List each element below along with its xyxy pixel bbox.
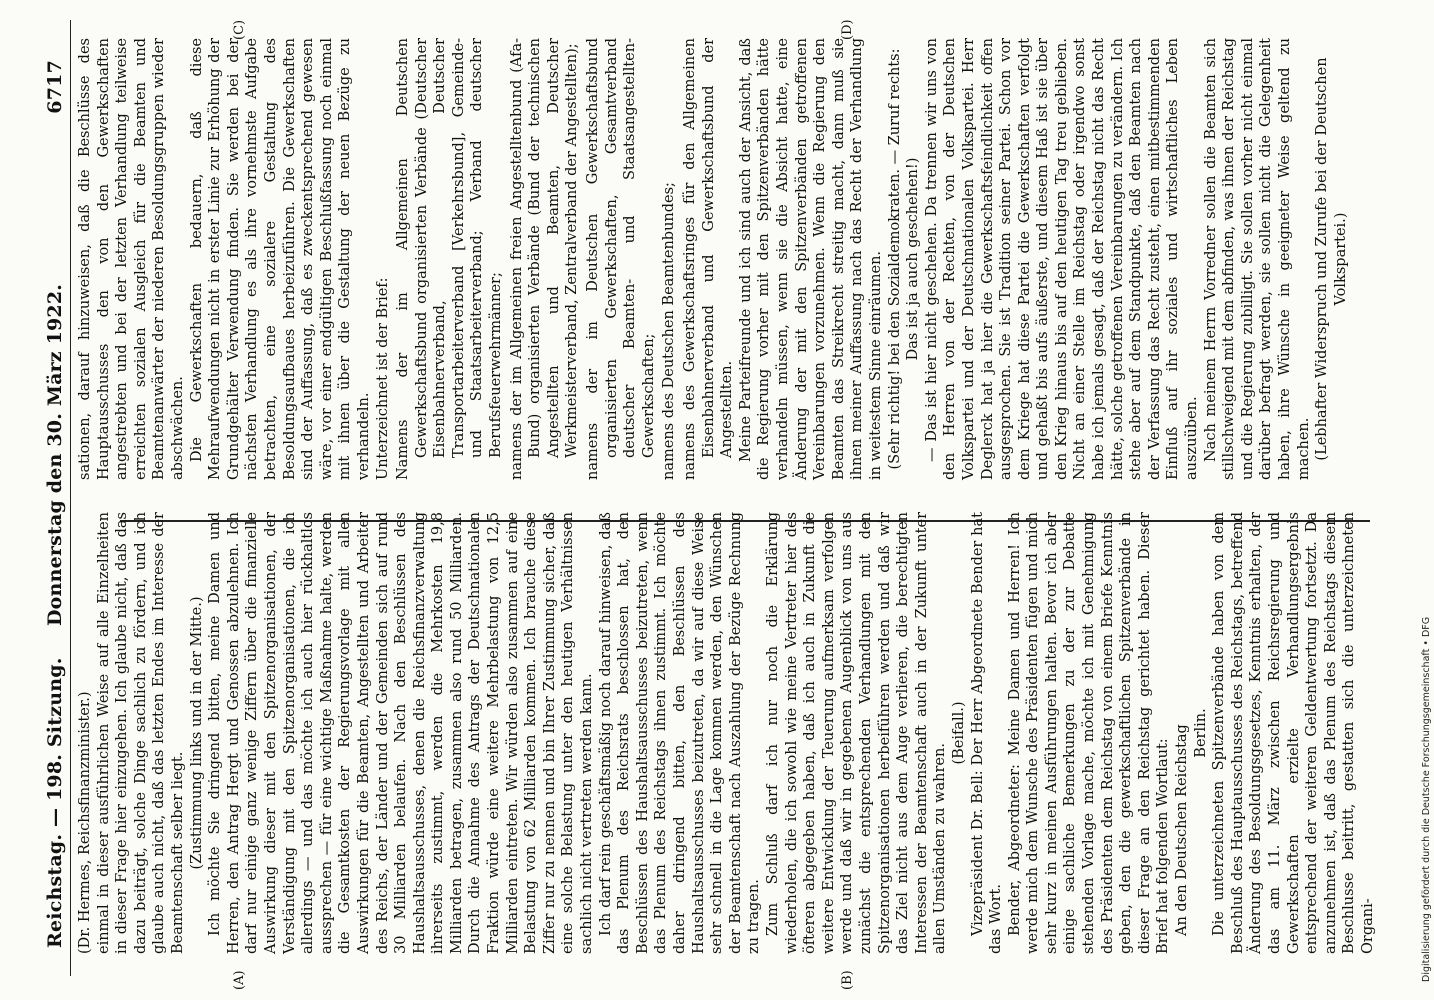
paragraph: Zum Schluß darf ich nur noch die Erklärung wiederholen, die ich sowohl wie meine Vertreter hier des öfteren abgegeben haben, daß ich auch in Zukunft die weitere Entwicklung der Teuerung aufmerksam verfolgen werde und daß wir in gegebenen Augenblick von uns aus zunächst die entsprechenden Verhandlungen mit den Spitzenorganisationen herbeiführen werden und daß wir das Ziel nicht aus dem Auge verlieren, die berechtigten Interessen der Beamtenschaft auch in der Zukunft unter allen Umständen zu wahren. — [764, 512, 949, 954]
signatory-item: namens des Gewerkschaftsringes für den Allgemeinen Eisenbahnerverband und Gewerkschaftsbund der Angestellten. — [682, 38, 736, 480]
paragraph: Vizepräsident Dr. Bell: Der Herr Abgeordnete Bender hat das Wort. — [969, 512, 1005, 954]
paragraph: Die Gewerkschaften bedauern, daß diese Mehraufwendungen nicht in erster Linie zur Erhöhung der Grundgehälter Verwendung finden. Sie werden bei der nächsten Verhandlung es als ihre vornehmste Aufgabe betrachten, eine sozialere Gestaltung des Besoldungsaufbaues herbeizuführen. Die Gewerkschaften sind der Auffassung, daß es zweckentsprechend gewesen wäre, vor einer endgültigen Beschlußfassung noch einmal mit ihnen über die Gestaltung der neuen Bezüge zu verhandeln. — [188, 38, 372, 480]
letter-city: Berlin. — [1192, 708, 1209, 758]
paragraph: — Das ist hier nicht geschehen. Da trennen wir uns von den Herren von der Rechten, von der Deutschen Volkspartei und der Deutschnationalen Volkspartei. Herr Deglerck hat ja hier die Gewerkschaftsfeindlichkeit offen ausgesprochen. Sie ist Tradition seiner Partei. Schon vor dem Kriege hat diese Partei die Gewerkschaften verfolgt und gehaßt bis aufs äußerste, und diesem Haß ist sie über den Krieg hinaus bis auf den heutigen Tag treu geblieben. Nicht an einer Stelle im Reichstag oder irgendwo sonst habe ich jemals gesagt, daß der Reichstag nicht das Recht hätte, solche getroffenen Vereinbarungen zu verändern. Ich stehe aber auf dem Standpunkte, daß den Beamten nach der Verfassung das Recht zusteht, einen mitbestimmenden Einfluß auf ihr soziales und wirtschaftliches Leben auszuüben. — [923, 38, 1201, 480]
paragraph: Bender, Abgeordneter: Meine Damen und Herren! Ich werde mich dem Wunsche des Präsidenten fügen und mich sehr kurz in meinen Ausführungen halten. Bevor ich aber einige sachliche Bemerkungen zu der zur Debatte stehenden Vorlage mache, möchte ich mit Genehmigung des Präsidenten dem Reichstag von einem Briefe Kenntnis geben, den die gewerkschaftlichen Spitzenverbände in dieser Frage an den Reichstag gerichtet haben. Dieser Brief hat folgenden Wortlaut: — [1006, 512, 1172, 954]
margin-marker-b: (B) — [840, 970, 855, 990]
digitization-credit — [1420, 14, 1432, 986]
letter-address: An den Deutschen Reichstag — [1174, 724, 1191, 936]
signatory-item: namens des Deutschen Beamtenbundes; — [661, 182, 678, 480]
margin-marker-c: (C) — [232, 19, 247, 40]
paragraph: Ich möchte Sie dringend bitten, meine Damen und Herren, den Antrag Hergt und Genossen abzulehnen. Ich darf nur einige ganz wenige Ziffern über die finanzielle Auswirkung dieser mit den Spitzenorganisationen, der Verständigung mit den Spitzenorganisationen, die ich allerdings — und das möchte ich auch hier rückhaltlos aussprechen — für eine wichtige Maßnahme halte, werden die Gesamtkosten der Regierungsvorlage mit allen Auswirkungen für die Beamten, Angestellten und Arbeiter des Reichs, der Länder und der Gemeinden sich auf rund 30 Milliarden belaufen. Nach den Beschlüssen des Haushaltsausschusses, denen die Reichsfinanzverwaltung ihrerseits zustimmt, werden die Mehrkosten 19,8 Milliarden betragen, zusammen also rund 50 Milliarden. Durch die Annahme des Antrags der Deutschnationalen Fraktion würde eine weitere Mehrbelastung von 12,5 Milliarden eintreten. Wir würden also zusammen auf eine Belastung von 62 Milliarden kommen. Ich brauche diese Ziffer nur zu nennen und bin Ihrer Zustimmung sicher, daß eine solche Belastung unter den heutigen Verhältnissen sachlich nicht vertreten werden kann. — [207, 512, 596, 954]
interjection: (Beifall.) — [950, 701, 967, 765]
page-header — [40, 20, 71, 976]
header-date: Donnerstag den 30. März 1922. — [44, 283, 66, 626]
paragraph: Nach meinem Herrn Vorredner sollen die Beamten sich stillschweigend mit dem abfinden, was ihnen der Reichstag und die Regierung zubilligt. Sie sollen vorher nicht einmal darüber befragt werden, sie sollen nicht die Gelegenheit haben, ihre Wünsche in geeigneter Weise geltend zu machen. — [1202, 38, 1312, 480]
interjection: (Lebhafter Widerspruch und Zurufe bei der Deutschen Volkspartei.) — [1314, 57, 1349, 461]
margin-marker-d: (D) — [840, 19, 855, 40]
page-number: 6717 — [44, 60, 66, 114]
signatory-item: namens der im Deutschen Gewerkschaftsbund organisierten Gewerkschaften, Gesamtverband deutscher Beamten- und Staatsangestellten-Gewerkschaften; — [585, 38, 657, 480]
header-session: Reichstag. — 198. Sitzung. — [44, 657, 66, 948]
right-column — [76, 38, 1350, 480]
margin-marker-a: (A) — [232, 970, 247, 990]
signatory-item: namens der im Allgemeinen freien Angestelltenbund (Afa-Bund) organisierten Verbände (Bund der technischen Angestellten und Beamten, Deutscher Werkmeisterverband, Zentralverband der Angestellten); — [508, 38, 581, 480]
interjection: (Zustimmung links und in der Mitte.) — [188, 596, 205, 870]
left-column — [76, 512, 1378, 954]
speaker-note: (Dr. Hermes, Reichsfinanzminister.) — [77, 691, 93, 954]
paragraph: Unterzeichnet ist der Brief: — [374, 277, 391, 480]
paragraph: Ich darf rein geschäftsmäßig noch darauf hinweisen, daß das Plenum des Reichsrats beschlossen hat, den Beschlüssen des Haushaltsausschusses beizutreten, wenn das Plenum des Reichstags ihnen zustimmt. Ich möchte daher dringend bitten, den Beschlüssen des Haushaltsausschusses beizutreten, da wir auf diese Weise sehr schnell in die Lage kommen werden, den Wünschen der Beamtenschaft nach Auszahlung der Bezüge Rechnung zu tragen. — [597, 512, 763, 954]
paragraph: einmal in dieser ausführlichen Weise auf alle Einzelheiten in dieser Frage hier einzugehen. Ich glaube nicht, daß das dazu beiträgt, solche Dinge sachlich zu fördern, und ich glaube auch nicht, daß das letzten Endes im Interesse der Beamtenschaft selber liegt. — [95, 512, 186, 954]
paragraph: sationen, darauf hinzuweisen, daß die Beschlüsse des Hauptausschusses den von den Gewerkschaften angestrebten und bei der letzten Verhandlung teilweise erreichten sozialen Ausgleich für die Beamten und Beamtenanwärter der niederen Besoldungsgruppen wieder abschwächen. — [77, 38, 186, 480]
interjection: (Sehr richtig! bei den Sozialdemokraten. — Zuruf rechts: Das ist ja auch geschehen!) — [886, 48, 922, 470]
digitization-credit-text: Digitalisierung gefördert durch die Deutsche Forschungsgemeinschaft • DFG — [1421, 616, 1432, 982]
signatory-item: Namens der im Allgemeinen Deutschen Gewerkschaftsbund organisierten Verbände (Deutscher Eisenbahnerverband, Deutscher Transportarbeiterverband [Verkehrsbund], Gemeinde- und Staatsarbeiterverband; Verband deutscher Berufsfeuerwehrmänner; — [395, 38, 505, 480]
paragraph: Die unterzeichneten Spitzenverbände haben von dem Beschluß des Hauptausschusses des Reichstags, betreffend Änderung des Besoldungsgesetzes, Kenntnis erhalten, der das am 11. März zwischen Reichsregierung und Gewerkschaften erzielte Verhandlungsergebnis entsprechend der weiteren Geldentwertung fortsetzt. Da anzunehmen ist, daß das Plenum des Reichstags diesem Beschlusse beitritt, gestatten sich die unterzeichneten Organi- — [1211, 512, 1376, 954]
paragraph: Meine Parteifreunde und ich sind auch der Ansicht, daß die Regierung vorher mit den Spitzenverbänden hätte verhandeln müssen, wenn sie die Absicht hatte, eine Änderung der mit den Spitzenverbänden getroffenen Vereinbarungen vorzunehmen. Wenn die Regierung den Beamten das Streikrecht streitig macht, dann muß sie ihnen meiner Auffassung nach das Recht der Verhandlung in weitestem Sinne einräumen. — [737, 38, 884, 480]
